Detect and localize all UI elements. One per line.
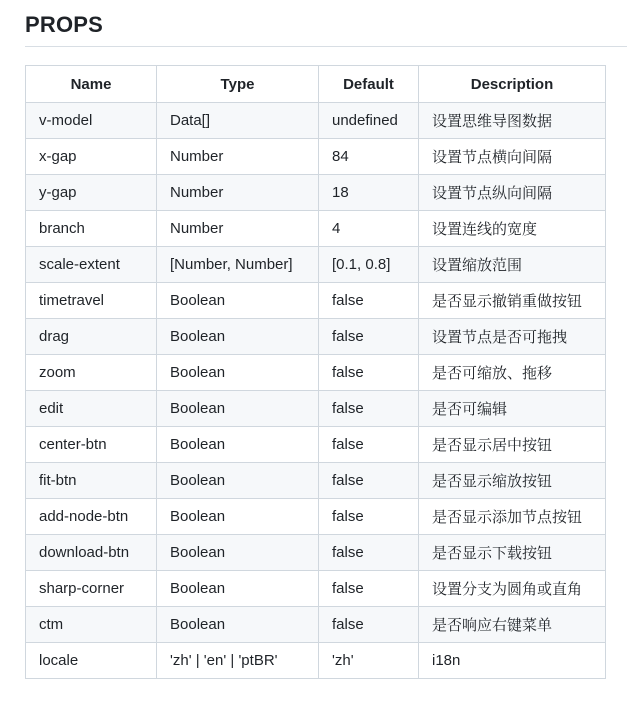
prop-type-cell: Number (157, 175, 319, 211)
prop-type-cell: Boolean (157, 463, 319, 499)
table-row (26, 571, 606, 607)
prop-default-cell: false (319, 607, 419, 643)
prop-name-cell: locale (26, 643, 157, 679)
table-row (26, 247, 606, 283)
prop-description-cell: 是否响应右键菜单 (419, 607, 606, 643)
prop-type-cell: Number (157, 139, 319, 175)
prop-default-cell: 84 (319, 139, 419, 175)
prop-type-cell: Boolean (157, 535, 319, 571)
prop-name-cell: v-model (26, 103, 157, 139)
prop-type-cell: Boolean (157, 571, 319, 607)
prop-default-cell: false (319, 571, 419, 607)
table-row (26, 139, 606, 175)
prop-name-cell: ctm (26, 607, 157, 643)
props-table-body (26, 103, 606, 679)
prop-name-cell: scale-extent (26, 247, 157, 283)
prop-type-cell: Data[] (157, 103, 319, 139)
table-row (26, 319, 606, 355)
prop-description-cell: 设置分支为圆角或直角 (419, 571, 606, 607)
prop-name-cell: center-btn (26, 427, 157, 463)
prop-name-cell: y-gap (26, 175, 157, 211)
prop-type-cell: Boolean (157, 391, 319, 427)
prop-name-cell: zoom (26, 355, 157, 391)
prop-type-cell: Boolean (157, 607, 319, 643)
prop-description-cell: 是否显示缩放按钮 (419, 463, 606, 499)
prop-name-cell: download-btn (26, 535, 157, 571)
prop-default-cell: false (319, 391, 419, 427)
table-row (26, 175, 606, 211)
header-name: Name (26, 66, 157, 103)
prop-description-cell: 设置连线的宽度 (419, 211, 606, 247)
prop-default-cell: false (319, 283, 419, 319)
prop-default-cell: false (319, 355, 419, 391)
header-description: Description (419, 66, 606, 103)
header-type: Type (157, 66, 319, 103)
prop-default-cell: false (319, 499, 419, 535)
prop-name-cell: branch (26, 211, 157, 247)
table-row (26, 283, 606, 319)
prop-description-cell: 是否显示添加节点按钮 (419, 499, 606, 535)
prop-name-cell: sharp-corner (26, 571, 157, 607)
prop-default-cell: 18 (319, 175, 419, 211)
table-row (26, 499, 606, 535)
header-row (26, 66, 606, 103)
prop-type-cell: Boolean (157, 427, 319, 463)
prop-type-cell: Boolean (157, 499, 319, 535)
prop-type-cell: Boolean (157, 355, 319, 391)
prop-name-cell: drag (26, 319, 157, 355)
table-row (26, 391, 606, 427)
prop-description-cell: 设置节点是否可拖拽 (419, 319, 606, 355)
prop-description-cell: i18n (419, 643, 606, 679)
prop-default-cell: undefined (319, 103, 419, 139)
prop-name-cell: edit (26, 391, 157, 427)
prop-type-cell: 'zh' | 'en' | 'ptBR' (157, 643, 319, 679)
prop-default-cell: false (319, 463, 419, 499)
prop-default-cell: [0.1, 0.8] (319, 247, 419, 283)
prop-name-cell: timetravel (26, 283, 157, 319)
prop-default-cell: false (319, 427, 419, 463)
prop-description-cell: 是否可编辑 (419, 391, 606, 427)
prop-type-cell: Number (157, 211, 319, 247)
prop-description-cell: 设置节点横向间隔 (419, 139, 606, 175)
prop-description-cell: 是否显示撤销重做按钮 (419, 283, 606, 319)
prop-type-cell: Boolean (157, 319, 319, 355)
prop-type-cell: [Number, Number] (157, 247, 319, 283)
prop-description-cell: 设置缩放范围 (419, 247, 606, 283)
table-row (26, 427, 606, 463)
prop-type-cell: Boolean (157, 283, 319, 319)
header-default: Default (319, 66, 419, 103)
prop-description-cell: 设置节点纵向间隔 (419, 175, 606, 211)
table-row (26, 607, 606, 643)
table-row (26, 463, 606, 499)
prop-name-cell: x-gap (26, 139, 157, 175)
prop-default-cell: false (319, 535, 419, 571)
section-divider (25, 46, 627, 47)
prop-name-cell: fit-btn (26, 463, 157, 499)
table-row (26, 103, 606, 139)
prop-default-cell: 4 (319, 211, 419, 247)
prop-description-cell: 是否显示下载按钮 (419, 535, 606, 571)
table-row (26, 643, 606, 679)
prop-description-cell: 设置思维导图数据 (419, 103, 606, 139)
table-row (26, 355, 606, 391)
props-table (25, 65, 606, 679)
table-row (26, 535, 606, 571)
props-table-head (26, 66, 606, 103)
prop-description-cell: 是否可缩放、拖移 (419, 355, 606, 391)
table-row (26, 211, 606, 247)
prop-default-cell: false (319, 319, 419, 355)
prop-description-cell: 是否显示居中按钮 (419, 427, 606, 463)
prop-name-cell: add-node-btn (26, 499, 157, 535)
prop-default-cell: 'zh' (319, 643, 419, 679)
section-title: PROPS (25, 12, 104, 37)
